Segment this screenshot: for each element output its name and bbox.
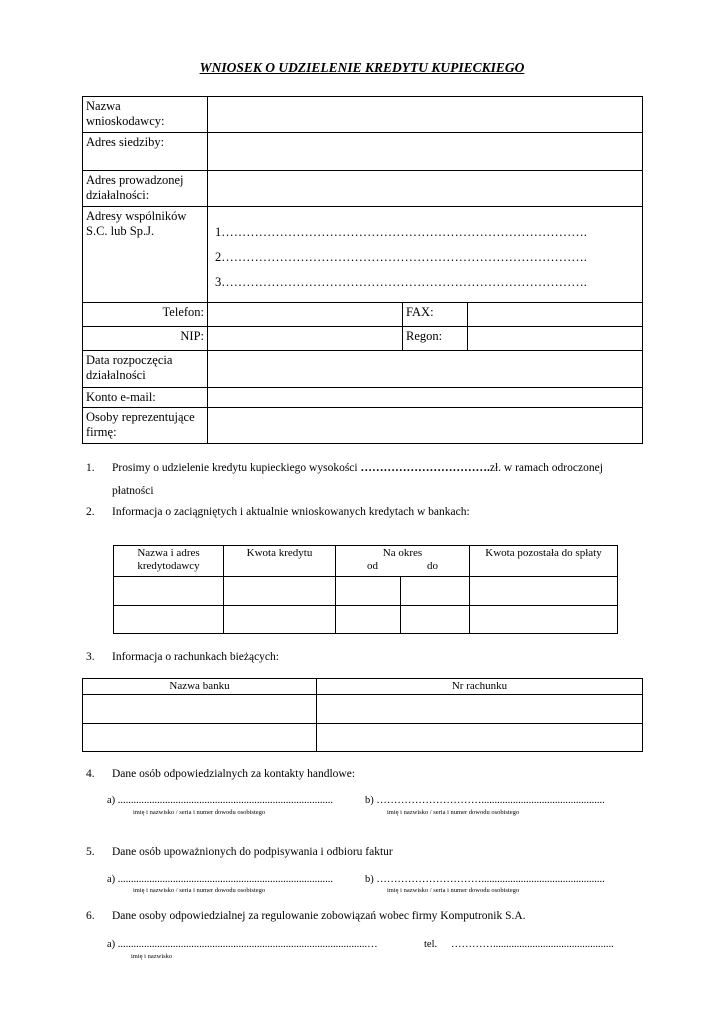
nip-label: NIP: xyxy=(83,327,208,351)
table-cell[interactable] xyxy=(336,606,401,634)
email-field[interactable] xyxy=(208,388,643,408)
section-2: 2. Informacja o zaciągniętych i aktualnie wnioskowanych kredytach w bankach: xyxy=(86,506,470,518)
table-cell[interactable] xyxy=(114,606,224,634)
accounts-header-bank: Nazwa banku xyxy=(83,679,317,695)
seat-address-label: Adres siedziby: xyxy=(83,133,208,171)
email-label: Konto e-mail: xyxy=(83,388,208,408)
accounts-table xyxy=(82,678,643,752)
invoice-b-line[interactable]: b) …………………………............................................... xyxy=(365,874,605,885)
fax-field[interactable] xyxy=(468,303,643,327)
start-date-label: Data rozpoczęcia działalności xyxy=(83,351,208,388)
contact-a-caption: imię i nazwisko / seria i numer dowodu osobistego xyxy=(133,809,266,816)
business-address-field[interactable] xyxy=(208,171,643,207)
table-cell[interactable] xyxy=(470,606,618,634)
credits-header-period: Na okres od do xyxy=(336,546,470,577)
contact-b-caption: imię i nazwisko / seria i numer dowodu osobistego xyxy=(387,809,520,816)
table-cell[interactable] xyxy=(224,606,336,634)
partner-line: 3……………………………………………………………………………. xyxy=(215,275,587,289)
credits-header-remaining: Kwota pozostała do spłaty xyxy=(470,546,618,577)
table-cell[interactable] xyxy=(470,577,618,606)
contact-b-line[interactable]: b) …………………………............................................... xyxy=(365,795,605,806)
fax-label: FAX: xyxy=(403,303,468,327)
payment-tel-label: tel. xyxy=(424,939,438,950)
seat-address-field[interactable] xyxy=(208,133,643,171)
invoice-a-line[interactable]: a) .................................................................................. xyxy=(107,874,334,885)
invoice-a-caption: imię i nazwisko / seria i numer dowodu osobistego xyxy=(133,887,266,894)
phone-field[interactable] xyxy=(208,303,403,327)
partners-address-label: Adresy wspólników S.C. lub Sp.J. xyxy=(83,207,208,303)
partner-line: 2……………………………………………………………………………. xyxy=(215,250,587,264)
table-cell[interactable] xyxy=(401,606,470,634)
invoice-b-caption: imię i nazwisko / seria i numer dowodu osobistego xyxy=(387,887,520,894)
applicant-name-label: Nazwa wnioskodawcy: xyxy=(83,97,208,133)
section-1: 1. Prosimy o udzielenie kredytu kupieckiego wysokości …………………………….zł. w ramach odroczonej xyxy=(86,462,603,474)
table-cell[interactable] xyxy=(401,577,470,606)
applicant-name-field[interactable] xyxy=(208,97,643,133)
page-title: WNIOSEK O UDZIELENIE KREDYTU KUPIECKIEGO xyxy=(199,60,525,75)
applicant-form xyxy=(82,96,643,444)
start-date-field[interactable] xyxy=(208,351,643,388)
credits-table xyxy=(113,545,618,634)
representatives-field[interactable] xyxy=(208,408,643,444)
accounts-header-number: Nr rachunku xyxy=(317,679,643,695)
credits-header-lender: Nazwa i adres kredytodawcy xyxy=(114,546,224,577)
representatives-label: Osoby reprezentujące firmę: xyxy=(83,408,208,444)
table-cell[interactable] xyxy=(317,724,643,752)
contact-a-line[interactable]: a) .................................................................................. xyxy=(107,795,334,806)
payment-tel-line[interactable]: ………….............................................. xyxy=(451,939,614,950)
partner-line: 1……………………………………………………………………………. xyxy=(215,225,587,239)
table-cell[interactable] xyxy=(224,577,336,606)
regon-field[interactable] xyxy=(468,327,643,351)
table-cell[interactable] xyxy=(114,577,224,606)
payment-person-line[interactable]: a) ...............................................................................................… xyxy=(107,939,378,950)
phone-label: Telefon: xyxy=(83,303,208,327)
section-3: 3. Informacja o rachunkach bieżących: xyxy=(86,651,279,663)
credits-header-amount: Kwota kredytu xyxy=(224,546,336,577)
table-cell[interactable] xyxy=(336,577,401,606)
section-6: 6. Dane osoby odpowiedzialnej za regulowanie zobowiązań wobec firmy Komputronik S.A. xyxy=(86,910,526,922)
payment-person-caption: imię i nazwisko xyxy=(131,953,173,960)
section-5: 5. Dane osób upoważnionych do podpisywania i odbioru faktur xyxy=(86,846,393,858)
table-cell[interactable] xyxy=(83,724,317,752)
nip-field[interactable] xyxy=(208,327,403,351)
business-address-label: Adres prowadzonej działalności: xyxy=(83,171,208,207)
section-4: 4. Dane osób odpowiedzialnych za kontakty handlowe: xyxy=(86,768,356,780)
table-cell[interactable] xyxy=(317,695,643,724)
section-1-cont: płatności xyxy=(112,485,154,497)
table-cell[interactable] xyxy=(83,695,317,724)
partners-address-field[interactable] xyxy=(208,207,643,303)
regon-label: Regon: xyxy=(403,327,468,351)
